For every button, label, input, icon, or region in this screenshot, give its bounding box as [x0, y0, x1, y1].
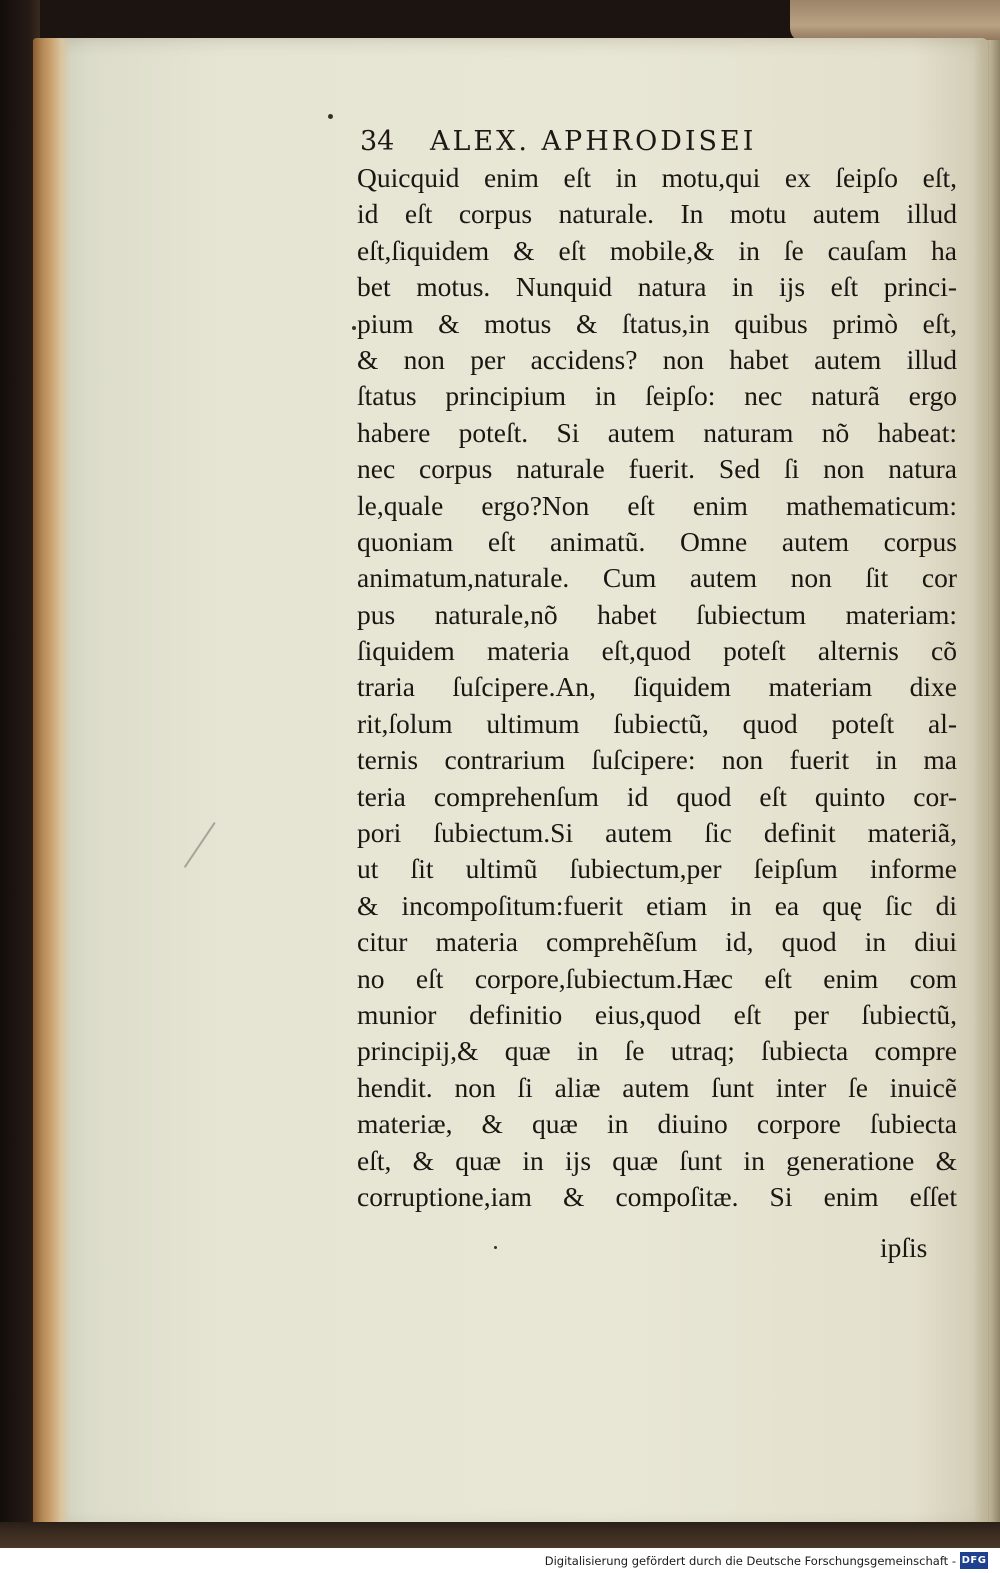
text-line: eſt,ſiquidem & eſt mobile,& in ſe cauſam ha: [357, 234, 957, 266]
funding-credit: Digitalisierung gefördert durch die Deutsche Forschungsgemeinschaft -: [544, 1554, 956, 1568]
text-line: ſiquidem materia eſt,quod poteſt alternis cõ: [357, 635, 957, 667]
text-line: traria ſuſcipere.An, ſiquidem materiam dixe: [357, 671, 957, 703]
running-head: [360, 126, 920, 162]
page-fore-edge: [974, 40, 1000, 1530]
text-line: nec corpus naturale fuerit. Sed ſi non natura: [357, 453, 957, 485]
text-line: habere poteſt. Si autem naturam nõ habeat:: [357, 416, 957, 448]
text-line: quoniam eſt animatũ. Omne autem corpus: [357, 525, 957, 557]
text-line: citur materia comprehẽſum id, quod in diui: [357, 926, 957, 958]
text-line: pus naturale,nõ habet ſubiectum materiam:: [357, 598, 957, 630]
dfg-logo: DFG: [960, 1552, 988, 1569]
page-number: 34: [360, 126, 395, 157]
running-title: ALEX. APHRODISEI: [430, 126, 757, 157]
catchword: ipſis: [880, 1232, 928, 1263]
ink-speck: [352, 326, 356, 330]
page-gutter-edge: [33, 38, 71, 1530]
text-line: no eſt corpore,ſubiectum.Hæc eſt enim com: [357, 962, 957, 994]
text-line: animatum,naturale. Cum autem non ſit cor: [357, 562, 957, 594]
text-line: principij,& quæ in ſe utraq; ſubiecta compre: [357, 1035, 957, 1067]
text-line: ut ſit ultimũ ſubiectum,per ſeipſum informe: [357, 853, 957, 885]
text-line: id eſt corpus naturale. In motu autem illud: [357, 198, 957, 230]
text-line: hendit. non ſi aliæ autem ſunt inter ſe inuicẽ: [357, 1071, 957, 1103]
text-line: corruptione,iam & compoſitæ. Si enim eſſet: [357, 1180, 957, 1212]
text-line: ſtatus principium in ſeipſo: nec naturã ergo: [357, 380, 957, 412]
text-line: rit,ſolum ultimum ſubiectũ, quod poteſt al-: [357, 707, 957, 739]
text-line: teria comprehenſum id quod eſt quinto cor-: [357, 780, 957, 812]
text-line: eſt, & quæ in ijs quæ ſunt in generatione &: [357, 1144, 957, 1176]
text-line: materiæ, & quæ in diuino corpore ſubiecta: [357, 1108, 957, 1140]
scan-background-bottom: [0, 1522, 1000, 1550]
text-line: ternis contrarium ſuſcipere: non fuerit in ma: [357, 744, 957, 776]
text-line: bet motus. Nunquid natura in ijs eſt princi-: [357, 271, 957, 303]
text-line: & non per accidens? non habet autem illud: [357, 343, 957, 375]
text-line: munior definitio eius,quod eſt per ſubiectũ,: [357, 998, 957, 1030]
ink-speck: [494, 1246, 497, 1249]
body-text: [357, 160, 957, 1215]
text-line: Quicquid enim eſt in motu,qui ex ſeipſo eſt,: [357, 162, 957, 193]
text-line: pori ſubiectum.Si autem ſic definit materiã,: [357, 817, 957, 849]
text-line: le,quale ergo?Non eſt enim mathematicum:: [357, 489, 957, 521]
book-cover-corner: [790, 0, 1000, 42]
ink-speck: [328, 114, 333, 119]
text-line: & incompoſitum:fuerit etiam in ea quę ſic di: [357, 889, 957, 921]
text-line: pium & motus & ſtatus,in quibus primò eſt,: [357, 307, 957, 339]
